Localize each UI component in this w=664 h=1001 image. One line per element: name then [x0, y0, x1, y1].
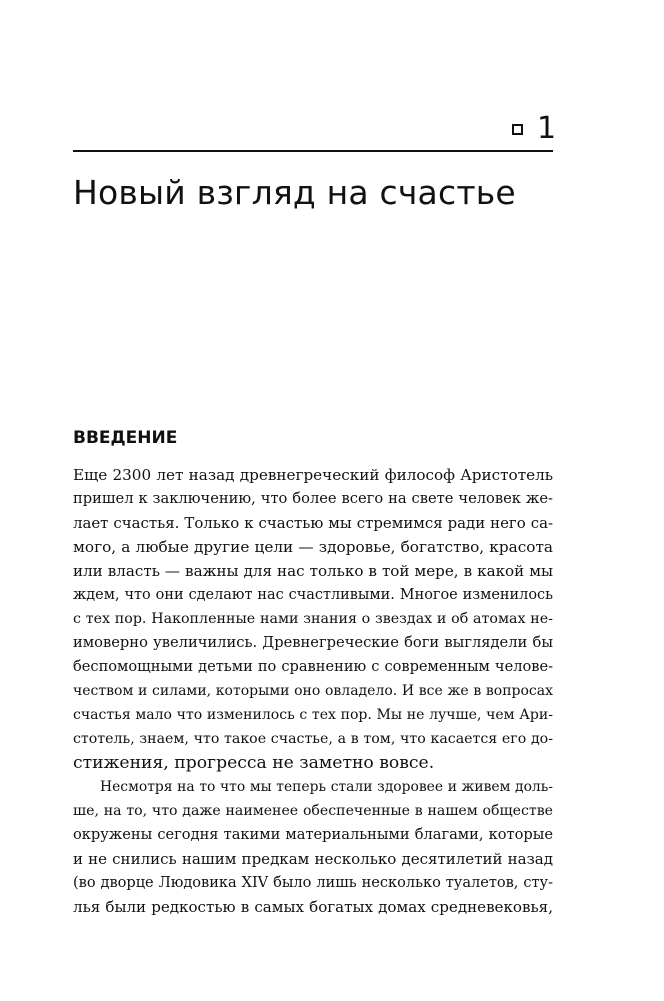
- paragraph-1-line-2: пришел к заключению, что более всего на свете человек же-: [73, 490, 553, 507]
- paragraph-1-line-11: счастья мало что изменилось с тех пор. Мы не лучше, чем Ари-: [73, 707, 553, 723]
- paragraph-1-line-1: Еще 2300 лет назад древнегреческий философ Аристотель: [73, 466, 553, 484]
- paragraph-2-line-5: (во дворце Людовика XIV было лишь несколько туалетов, сту-: [73, 875, 553, 891]
- paragraph-1-line-4: мого, а любые другие цели — здоровье, богатство, красота: [73, 538, 553, 556]
- body-text: [73, 463, 553, 919]
- paragraph-1-line-8: имоверно увеличились. Древнегреческие боги выглядели бы: [73, 634, 553, 651]
- paragraph-1-line-10: чеством и силами, которыми оно овладело. И все же в вопросах: [73, 683, 553, 699]
- paragraph-2-line-1: Несмотря на то что мы теперь стали здоровее и живем доль-: [100, 779, 553, 795]
- paragraph-1-line-7: с тех пор. Накопленные нами знания о звездах и об атомах не-: [73, 611, 553, 627]
- chapter-title: Новый взгляд на счастье: [73, 173, 516, 212]
- paragraph-1-line-5: или власть — важны для нас только в той мере, в какой мы: [73, 562, 553, 580]
- paragraph-2-line-2: ше, на то, что даже наименее обеспеченные в нашем обществе: [73, 803, 553, 819]
- chapter-square-icon: [512, 124, 523, 135]
- paragraph-1-line-12: стотель, знаем, что такое счастье, а в том, что касается его до-: [73, 731, 553, 747]
- chapter-number: 1: [537, 111, 557, 146]
- section-heading: ВВЕДЕНИЕ: [73, 428, 178, 448]
- chapter-divider: [73, 150, 553, 152]
- paragraph-2-line-3: окружены сегодня такими материальными благами, которые: [73, 826, 553, 843]
- paragraph-1-line-6: ждем, что они сделают нас счастливыми. Многое изменилось: [73, 587, 553, 603]
- chapter-marker: [512, 112, 556, 146]
- paragraph-1-line-3: лает счастья. Только к счастью мы стремимся ради него са-: [73, 514, 553, 532]
- paragraph-1-line-13: стижения, прогресса не заметно вовсе.: [73, 753, 435, 773]
- paragraph-2-line-4: и не снились нашим предкам несколько десятилетий назад: [73, 850, 553, 868]
- paragraph-1-line-9: беспомощными детьми по сравнению с современным челове-: [73, 658, 553, 675]
- paragraph-2-line-6: лья были редкостью в самых богатых домах средневековья,: [73, 898, 553, 916]
